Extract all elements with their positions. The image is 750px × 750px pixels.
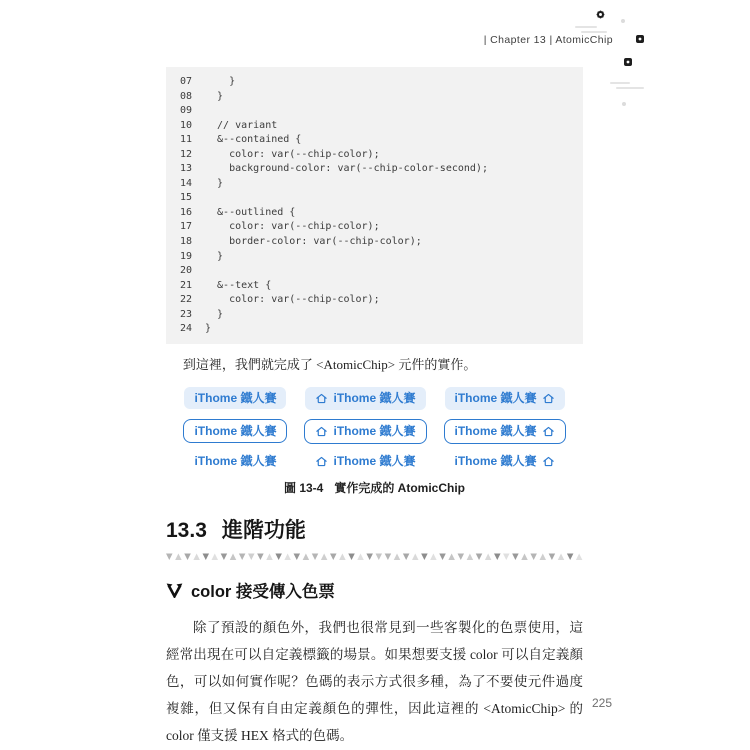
section-divider xyxy=(166,551,583,563)
home-icon xyxy=(315,392,328,405)
code-line-text: } xyxy=(205,323,212,335)
divider-triangle: ▲ xyxy=(484,551,492,562)
figure-caption-text: 實作完成的 AtomicChip xyxy=(334,480,466,495)
home-icon xyxy=(315,425,328,438)
content-column xyxy=(166,0,583,749)
code-line xyxy=(166,133,583,148)
divider-triangle: ▼ xyxy=(184,551,191,562)
divider-triangle: ▲ xyxy=(357,551,364,562)
divider-triangle: ▲ xyxy=(193,551,200,562)
code-line-text: &--contained { xyxy=(205,134,302,146)
code-line-number: 12 xyxy=(180,148,193,160)
divider-triangle: ▲ xyxy=(339,551,346,562)
divider-triangle: ▲ xyxy=(411,551,419,562)
code-line xyxy=(166,308,583,323)
code-line-number: 13 xyxy=(180,163,193,175)
chip-text-leading-icon-sample xyxy=(313,453,417,470)
divider-triangle: ▼ xyxy=(548,551,556,562)
code-line-text: color: var(--chip-color); xyxy=(205,148,380,160)
page-number: 225 xyxy=(592,696,613,710)
divider-triangle: ▼ xyxy=(311,551,319,562)
decor-line xyxy=(616,87,644,89)
code-line-number: 15 xyxy=(180,192,193,204)
code-lines xyxy=(166,75,583,337)
code-line-number: 17 xyxy=(180,221,193,233)
divider-triangle: ▲ xyxy=(393,551,401,562)
chip-label: iThome 鐵人賽 xyxy=(194,454,277,469)
code-line xyxy=(166,235,583,250)
chip-label: iThome 鐵人賽 xyxy=(454,424,537,439)
code-line-number: 16 xyxy=(180,206,193,218)
v-mark-icon xyxy=(166,583,183,598)
code-line xyxy=(166,148,583,163)
code-line-text: &--outlined { xyxy=(205,206,296,218)
code-line xyxy=(166,279,583,294)
code-line-number: 21 xyxy=(180,279,193,291)
code-line-number: 24 xyxy=(180,323,193,335)
code-line-text: } xyxy=(205,308,224,320)
code-line-number: 19 xyxy=(180,250,193,262)
divider-triangle: ▲ xyxy=(302,551,310,562)
chapter-header: | Chapter 13 | AtomicChip xyxy=(483,34,613,46)
body-paragraph: 除了預設的顏色外，我們也很常見到一些客製化的色票使用，這經常出現在可以自定義標籤的場景。如果想要支援 color 可以自定義顏色，可以如何實作呢？色碼的表示方式很多種，為了不要使元件過度複雜，但又保有自由定義顏色的彈性，因此這裡的 <AtomicChip> 的 color 僅支援 HEX 格式的色碼。 xyxy=(166,619,583,743)
code-line-text: // variant xyxy=(205,119,278,131)
code-line-text: &--text { xyxy=(205,279,272,291)
divider-triangle: ▼ xyxy=(329,551,337,562)
chips-grid xyxy=(166,387,583,470)
divider-triangle: ▼ xyxy=(375,551,383,562)
code-line xyxy=(166,206,583,221)
section-heading xyxy=(166,517,583,545)
chip-contained-none-icon-sample xyxy=(184,387,286,409)
divider-triangle: ▲ xyxy=(175,551,182,562)
code-line-text xyxy=(205,265,211,276)
home-icon xyxy=(542,455,555,468)
divider-triangle: ▼ xyxy=(421,551,428,562)
divider-triangle: ▲ xyxy=(575,551,583,562)
divider-triangle: ▼ xyxy=(512,551,519,562)
divider-triangle: ▲ xyxy=(211,551,219,562)
chip-text-trailing-icon-sample xyxy=(453,453,557,470)
section-number: 13.3 xyxy=(166,518,207,542)
divider-triangle: ▲ xyxy=(229,551,237,562)
home-icon xyxy=(542,425,555,438)
divider-triangle: ▲ xyxy=(557,551,565,562)
divider-triangle: ▲ xyxy=(320,551,328,562)
code-line-number: 08 xyxy=(180,90,193,102)
code-line-text xyxy=(205,192,211,203)
divider-triangle: ▼ xyxy=(202,551,209,562)
chip-contained-trailing-icon-sample xyxy=(445,387,565,410)
code-line-number: 22 xyxy=(180,294,193,306)
code-line-text: } xyxy=(205,177,224,189)
decor-square-bullet-icon xyxy=(636,30,644,48)
chip-label: iThome 鐵人賽 xyxy=(454,391,537,406)
divider-triangle: ▼ xyxy=(247,551,255,562)
code-line-number: 07 xyxy=(180,76,193,87)
divider-triangle: ▲ xyxy=(539,551,547,562)
figure-caption-number: 圖 13-4 xyxy=(283,480,324,495)
code-block xyxy=(166,67,583,344)
code-line-text: } xyxy=(205,250,224,262)
intro-paragraph: 到這裡，我們就完成了 <AtomicChip> 元件的實作。 xyxy=(182,356,477,372)
divider-triangle: ▼ xyxy=(439,551,446,562)
code-line xyxy=(166,322,583,337)
divider-triangle: ▼ xyxy=(402,551,410,562)
figure-caption xyxy=(166,479,583,496)
section-title: 進階功能 xyxy=(221,518,306,542)
code-line xyxy=(166,191,583,206)
divider-triangle: ▼ xyxy=(220,551,228,562)
divider-triangle: ▲ xyxy=(466,551,474,562)
divider-triangle: ▼ xyxy=(166,551,173,562)
divider-triangle: ▼ xyxy=(493,551,501,562)
code-line-text: background-color: var(--chip-color-second); xyxy=(205,163,488,175)
divider-triangle: ▲ xyxy=(266,551,273,562)
code-line xyxy=(166,90,583,105)
decor-dot xyxy=(622,102,626,106)
subsection-heading xyxy=(166,580,583,604)
code-line xyxy=(166,104,583,119)
divider-triangle: ▼ xyxy=(566,551,574,562)
code-line-text: color: var(--chip-color); xyxy=(205,221,380,233)
divider-triangle: ▼ xyxy=(348,551,355,562)
chip-label: iThome 鐵人賽 xyxy=(333,391,416,406)
code-line xyxy=(166,220,583,235)
divider-triangle: ▲ xyxy=(448,551,455,562)
code-line-number: 18 xyxy=(180,236,193,248)
code-line xyxy=(166,293,583,308)
chip-outlined-leading-icon-sample xyxy=(304,419,426,444)
home-icon xyxy=(315,455,328,468)
divider-triangle: ▼ xyxy=(530,551,537,562)
divider-triangle: ▼ xyxy=(503,551,510,562)
divider-triangle: ▲ xyxy=(521,551,528,562)
decor-line xyxy=(610,82,630,84)
code-line-text: } xyxy=(205,90,224,102)
divider-triangle: ▲ xyxy=(430,551,437,562)
subsection-title: color 接受傳入色票 xyxy=(191,582,335,601)
decor-line xyxy=(581,31,607,33)
chip-outlined-none-icon-sample xyxy=(183,419,287,443)
chip-label: iThome 鐵人賽 xyxy=(333,424,416,439)
decor-dot xyxy=(621,19,625,23)
home-icon xyxy=(542,392,555,405)
chip-label: iThome 鐵人賽 xyxy=(194,424,277,439)
chip-outlined-trailing-icon-sample xyxy=(444,419,566,444)
code-line xyxy=(166,264,583,279)
code-line-number: 10 xyxy=(180,119,193,131)
chip-label: iThome 鐵人賽 xyxy=(454,454,537,469)
code-line-text: color: var(--chip-color); xyxy=(205,294,380,306)
divider-triangle: ▼ xyxy=(366,551,373,562)
divider-triangle: ▼ xyxy=(275,551,282,562)
divider-triangle: ▼ xyxy=(293,551,301,562)
chip-text-none-icon-sample xyxy=(192,453,278,469)
code-line-number: 23 xyxy=(180,308,193,320)
code-line xyxy=(166,162,583,177)
code-line xyxy=(166,75,583,90)
divider-triangle: ▼ xyxy=(475,551,483,562)
code-line xyxy=(166,177,583,192)
code-line-text: border-color: var(--chip-color); xyxy=(205,236,422,248)
code-line-number: 14 xyxy=(180,177,193,189)
code-line-number: 20 xyxy=(180,265,193,277)
divider-triangle: ▲ xyxy=(284,551,291,562)
divider-triangle: ▼ xyxy=(384,551,392,562)
code-line xyxy=(166,119,583,134)
divider-triangle: ▼ xyxy=(238,551,246,562)
chip-label: iThome 鐵人賽 xyxy=(194,391,277,406)
code-line-text: } xyxy=(205,76,236,87)
divider-triangle: ▼ xyxy=(457,551,465,562)
decor-square-bullet-icon xyxy=(624,53,632,71)
code-line-number: 11 xyxy=(180,134,193,146)
code-line-text xyxy=(205,105,211,116)
chip-label: iThome 鐵人賽 xyxy=(333,454,416,469)
decor-gear-icon xyxy=(595,7,606,25)
chip-contained-leading-icon-sample xyxy=(305,387,425,410)
divider-triangle: ▼ xyxy=(257,551,264,562)
code-line xyxy=(166,250,583,265)
code-line-number: 09 xyxy=(180,105,193,117)
